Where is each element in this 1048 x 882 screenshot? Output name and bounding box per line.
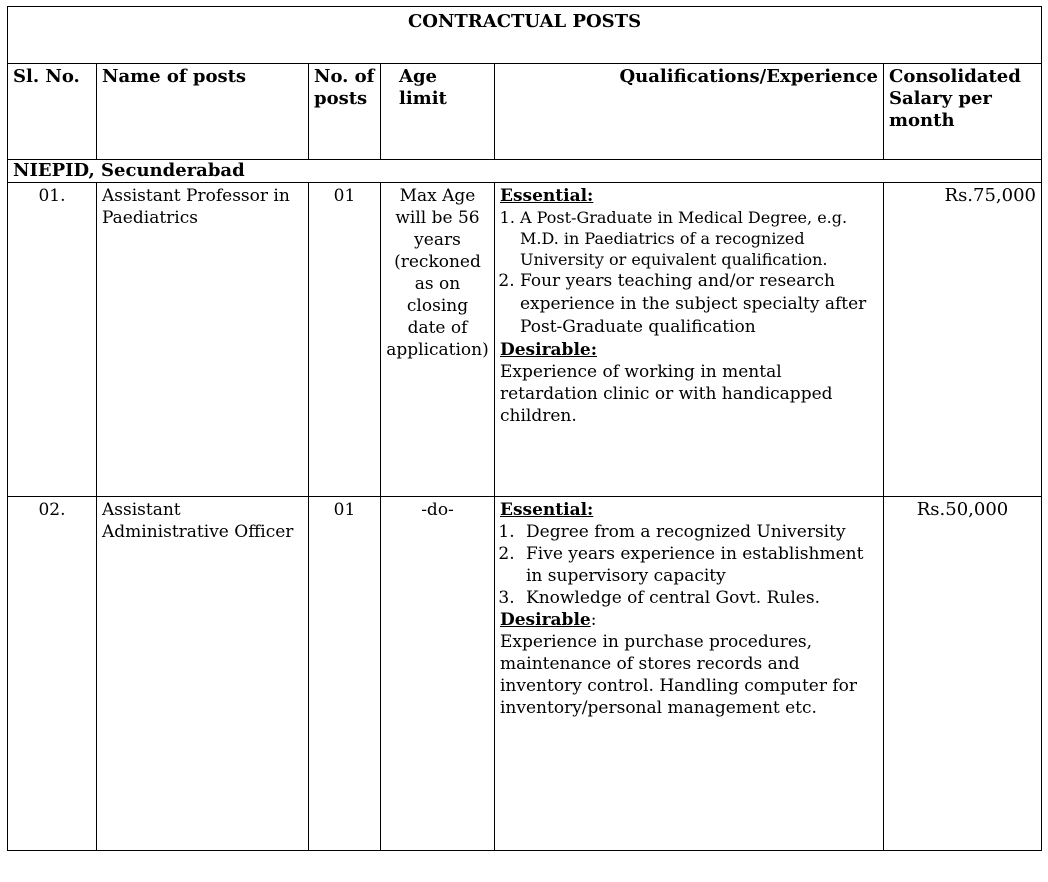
essential-item: 2. Four years teaching and/or research experience in the subject specialty after Post-Graduate qualification <box>520 270 878 339</box>
essential-label: Essential: <box>500 186 594 206</box>
table-row <box>8 497 1042 851</box>
header-row <box>8 64 1042 160</box>
desirable-text: Experience in purchase procedures, maintenance of stores records and inventory control. Handling computer for inventory/personal management etc. <box>500 632 858 718</box>
row-post-name: Assistant Professor in Paediatrics <box>97 183 309 497</box>
row-sl-no: 02. <box>8 497 97 851</box>
essential-list <box>500 207 878 339</box>
desirable-heading <box>500 609 878 631</box>
header-qualifications: Qualifications/Experience <box>495 64 884 160</box>
table-row <box>8 183 1042 497</box>
desirable-text: Experience of working in mental retardation clinic or with handicapped children. <box>500 362 833 426</box>
header-sl-no: Sl. No. <box>8 64 97 160</box>
section-row <box>8 160 1042 183</box>
essential-item: 2. Five years experience in establishment in supervisory capacity <box>520 543 878 587</box>
essential-item: 1. A Post-Graduate in Medical Degree, e.g. M.D. in Paediatrics of a recognized University or equivalent qualification. <box>520 207 878 270</box>
table-title: CONTRACTUAL POSTS <box>8 7 1042 64</box>
header-name-of-posts: Name of posts <box>97 64 309 160</box>
header-salary: Consolidated Salary per month <box>884 64 1042 160</box>
table-title-row <box>8 7 1042 64</box>
desirable-colon: : <box>590 610 597 630</box>
desirable-label: Desirable: <box>500 340 597 360</box>
row-age-limit: Max Age will be 56 years (reckoned as on closing date of application) <box>381 183 495 497</box>
row-qualifications <box>495 497 884 851</box>
section-title: NIEPID, Secunderabad <box>8 160 1042 183</box>
header-age-limit: Age limit <box>381 64 495 160</box>
document-page <box>7 6 1041 851</box>
essential-item: 3. Knowledge of central Govt. Rules. <box>520 587 878 609</box>
desirable-label: Desirable <box>500 610 591 630</box>
essential-item: 1. Degree from a recognized University <box>520 521 878 543</box>
essential-label: Essential: <box>500 500 594 520</box>
contractual-posts-table <box>7 6 1042 851</box>
row-no-of-posts: 01 <box>309 183 381 497</box>
row-post-name: Assistant Administrative Officer <box>97 497 309 851</box>
row-age-limit: -do- <box>381 497 495 851</box>
row-no-of-posts: 01 <box>309 497 381 851</box>
row-qualifications <box>495 183 884 497</box>
row-sl-no: 01. <box>8 183 97 497</box>
row-salary: Rs.75,000 <box>884 183 1042 497</box>
header-no-of-posts: No. of posts <box>309 64 381 160</box>
essential-list <box>500 521 878 609</box>
row-salary: Rs.50,000 <box>884 497 1042 851</box>
